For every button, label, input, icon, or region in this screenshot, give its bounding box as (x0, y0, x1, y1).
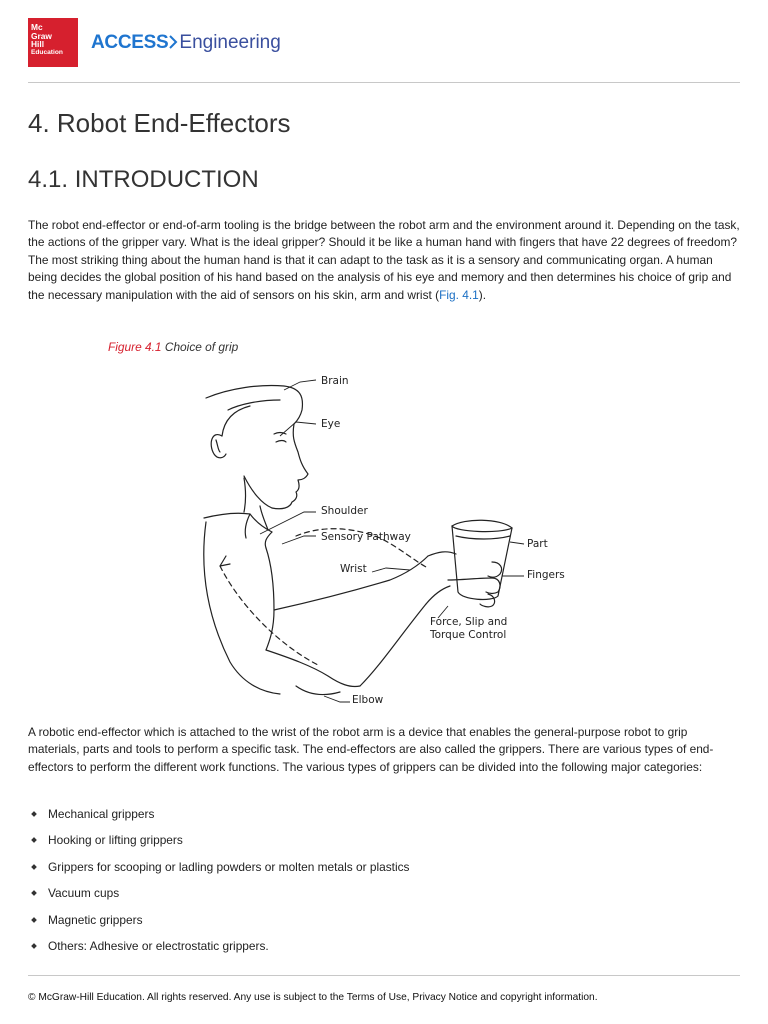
label-eye: Eye (321, 418, 341, 430)
label-sensory-pathway: Sensory Pathway (321, 531, 411, 543)
gripper-types-list (28, 806, 410, 964)
diamond-bullet-icon (31, 811, 37, 817)
list-item (28, 832, 410, 858)
figure-number: Figure 4.1 (108, 340, 162, 354)
header-divider (28, 82, 740, 83)
access-engineering-logo[interactable] (91, 32, 281, 54)
intro-text-end: ). (478, 287, 487, 302)
label-brain: Brain (321, 375, 349, 387)
diamond-bullet-icon (31, 864, 37, 870)
list-item (28, 806, 410, 832)
choice-of-grip-illustration (200, 366, 565, 710)
list-item-text: Mechanical grippers (48, 807, 155, 821)
chapter-title: 4. Robot End-Effectors (28, 108, 291, 138)
intro-text: The robot end-effector or end-of-arm tooling is the bridge between the robot arm and the environment around it. Depending on the task, the actions of the gripper vary. What is the ideal gripper? Should it be like a human hand with fingers that have 22 degrees of freedom? The most striking thing about the human hand is that it can adapt to the task as it is a sensory and communicating organ. A human being decides the global position of his hand based on the analysis of his eye and memory and then determines his choice of grip and the necessary manipulation with the aid of sensors on his skin, arm and wrist ( (28, 218, 740, 302)
label-wrist: Wrist (340, 563, 367, 575)
intro-paragraph (28, 217, 740, 304)
diamond-bullet-icon (31, 838, 37, 844)
diamond-bullet-icon (31, 890, 37, 896)
list-item-text: Others: Adhesive or electrostatic grippers. (48, 938, 269, 953)
logo-line: Graw (31, 30, 52, 41)
diamond-bullet-icon (31, 943, 37, 949)
label-force: Force, Slip and (430, 616, 508, 628)
label-shoulder: Shoulder (321, 505, 368, 517)
list-item-text: Hooking or lifting grippers (48, 833, 183, 848)
logo-access-text: ACCESS (91, 32, 169, 53)
gripper-paragraph: A robotic end-effector which is attached to the wrist of the robot arm is a device that enables the general-purpose robot to grip materials, parts and tools to perform a specific task. The end-effectors are also called the grippers. There are various types of end-effectors to perform the different work functions. The various types of grippers can be divided into the following major categories: (28, 725, 714, 774)
label-elbow: Elbow (352, 694, 384, 706)
list-item (28, 938, 410, 964)
list-item-text: Vacuum cups (48, 886, 120, 901)
diamond-bullet-icon (31, 917, 37, 923)
figure-link[interactable]: Fig. 4.1 (439, 287, 479, 302)
copyright-footer: © McGraw-Hill Education. All rights reserved. Any use is subject to the Terms of Use, Privacy Notice and copyright information. (28, 992, 598, 1003)
page-header (28, 18, 740, 84)
list-item (28, 912, 410, 938)
list-item-text: Grippers for scooping or ladling powders or molten metals or plastics (48, 859, 410, 874)
label-part: Part (527, 538, 548, 550)
footer-divider (28, 975, 740, 976)
logo-line: Hill (31, 39, 45, 50)
mcgraw-hill-logo[interactable] (28, 18, 78, 67)
label-torque: Torque Control (430, 629, 507, 641)
section-title: 4.1. INTRODUCTION (28, 166, 259, 193)
list-item (28, 885, 410, 911)
list-item-text: Magnetic grippers (48, 912, 143, 927)
label-fingers: Fingers (527, 569, 565, 581)
figure-caption (108, 340, 238, 354)
list-item (28, 859, 410, 885)
logo-line: Mc (31, 22, 43, 32)
chevron-right-icon (169, 35, 178, 49)
logo-line: Education (31, 48, 63, 56)
logo-engineering-text: Engineering (179, 32, 281, 53)
figure-caption-text: Choice of grip (164, 340, 239, 354)
